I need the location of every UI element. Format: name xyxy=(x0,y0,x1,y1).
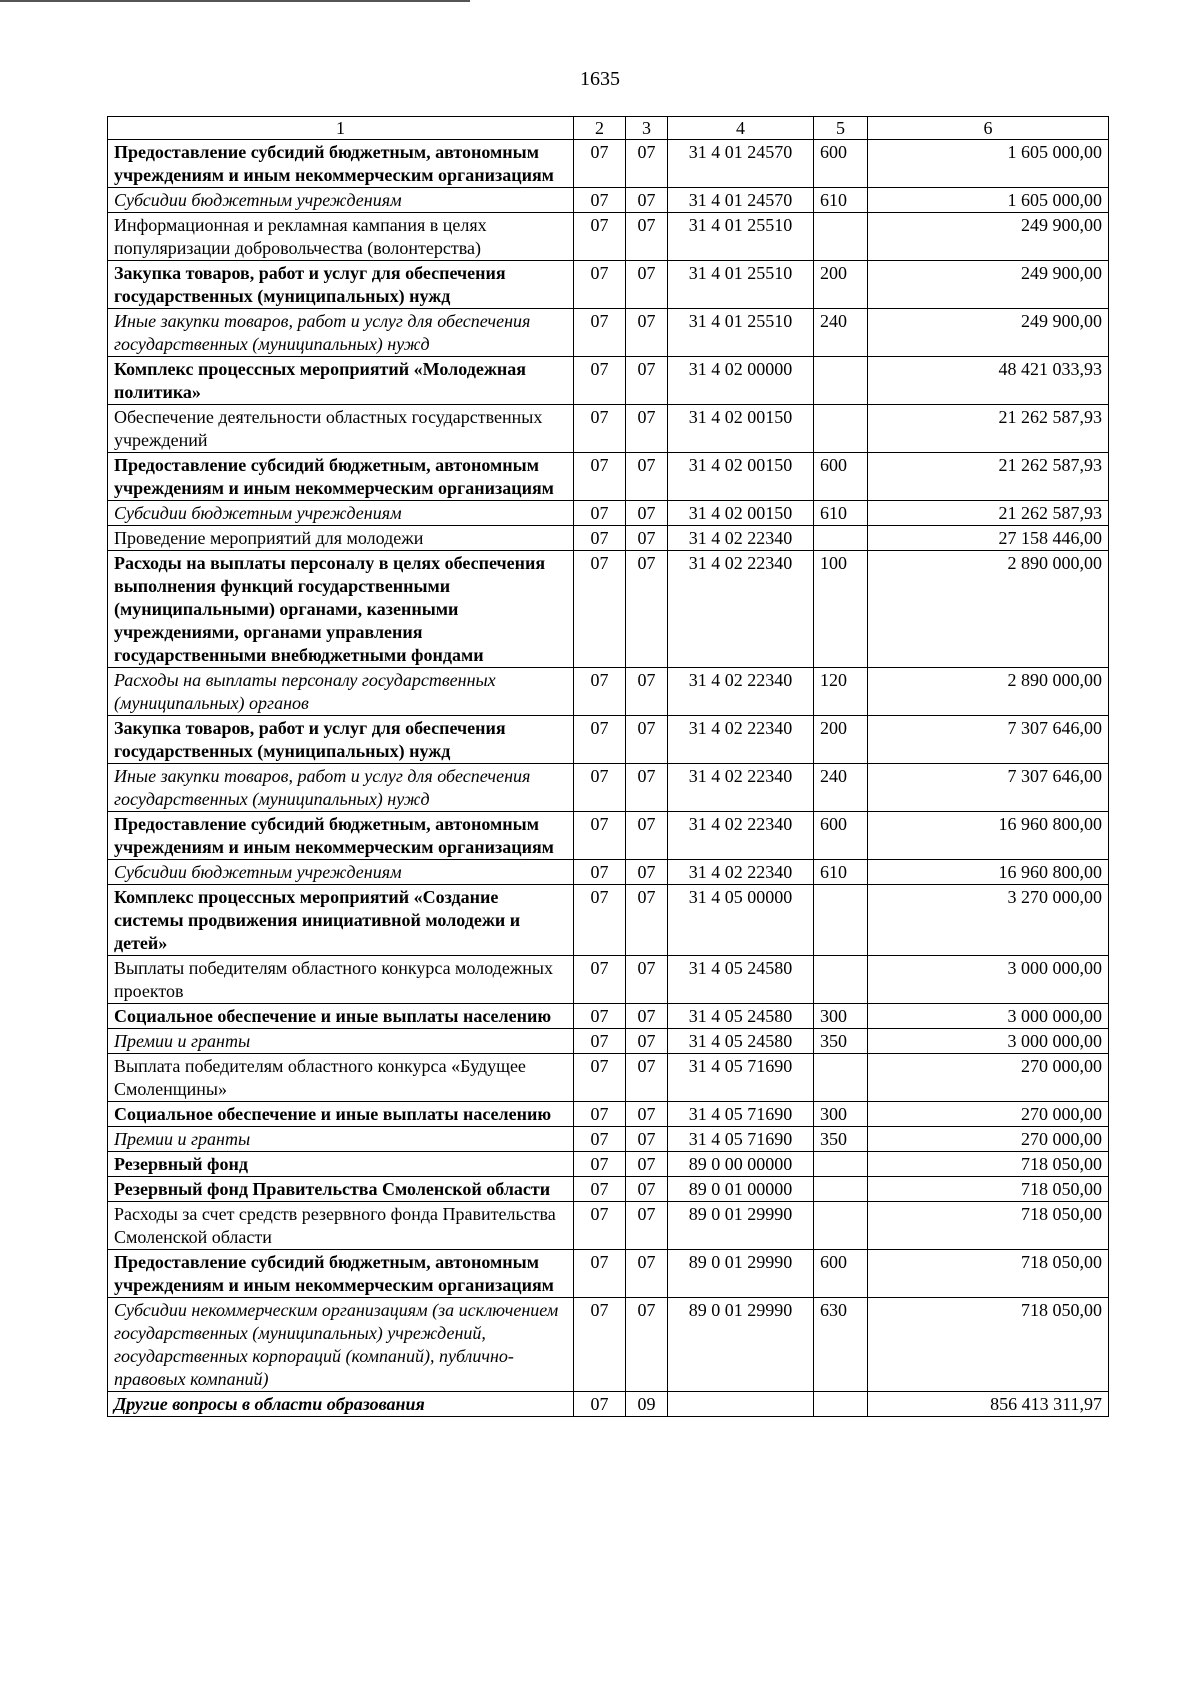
row-expense-type: 120 xyxy=(814,668,868,716)
row-amount: 7 307 646,00 xyxy=(868,716,1109,764)
row-expense-type xyxy=(814,885,868,956)
row-target-code: 31 4 02 22340 xyxy=(668,764,814,812)
row-subsection: 07 xyxy=(626,526,668,551)
row-expense-type: 610 xyxy=(814,501,868,526)
row-section: 07 xyxy=(574,526,626,551)
table-row xyxy=(108,551,1109,668)
row-target-code: 89 0 01 29990 xyxy=(668,1250,814,1298)
table-row xyxy=(108,885,1109,956)
table-row xyxy=(108,1392,1109,1417)
row-subsection: 07 xyxy=(626,309,668,357)
row-target-code: 31 4 01 24570 xyxy=(668,140,814,188)
table-row xyxy=(108,261,1109,309)
table-row xyxy=(108,405,1109,453)
row-section: 07 xyxy=(574,764,626,812)
row-subsection: 07 xyxy=(626,1152,668,1177)
row-expense-type xyxy=(814,405,868,453)
row-section: 07 xyxy=(574,309,626,357)
table-row xyxy=(108,1177,1109,1202)
row-target-code: 31 4 02 22340 xyxy=(668,860,814,885)
row-amount: 3 270 000,00 xyxy=(868,885,1109,956)
col-header-2: 2 xyxy=(574,117,626,140)
table-row xyxy=(108,309,1109,357)
row-name: Проведение мероприятий для молодежи xyxy=(108,526,574,551)
row-section: 07 xyxy=(574,1298,626,1392)
row-name: Премии и гранты xyxy=(108,1029,574,1054)
row-target-code: 31 4 01 25510 xyxy=(668,261,814,309)
table-row xyxy=(108,1029,1109,1054)
row-expense-type xyxy=(814,1152,868,1177)
row-section: 07 xyxy=(574,668,626,716)
table-row xyxy=(108,956,1109,1004)
row-target-code: 31 4 05 71690 xyxy=(668,1102,814,1127)
row-section: 07 xyxy=(574,1152,626,1177)
row-expense-type xyxy=(814,1054,868,1102)
col-header-6: 6 xyxy=(868,117,1109,140)
row-expense-type: 630 xyxy=(814,1298,868,1392)
row-section: 07 xyxy=(574,885,626,956)
row-subsection: 07 xyxy=(626,764,668,812)
row-expense-type xyxy=(814,1177,868,1202)
row-name: Расходы на выплаты персоналу в целях обеспечения выполнения функций государственными (муниципальными) органами, казенными учреждениями, органами управления государственными внебюджетными фондами xyxy=(108,551,574,668)
row-name: Предоставление субсидий бюджетным, автономным учреждениям и иным некоммерческим организациям xyxy=(108,1250,574,1298)
row-expense-type: 240 xyxy=(814,764,868,812)
row-subsection: 07 xyxy=(626,1202,668,1250)
row-amount: 249 900,00 xyxy=(868,309,1109,357)
row-section: 07 xyxy=(574,716,626,764)
row-name: Резервный фонд Правительства Смоленской области xyxy=(108,1177,574,1202)
row-name: Предоставление субсидий бюджетным, автономным учреждениям и иным некоммерческим организациям xyxy=(108,453,574,501)
row-expense-type: 240 xyxy=(814,309,868,357)
row-target-code: 31 4 02 00000 xyxy=(668,357,814,405)
row-name: Информационная и рекламная кампания в целях популяризации добровольчества (волонтерства) xyxy=(108,213,574,261)
row-subsection: 07 xyxy=(626,1298,668,1392)
row-target-code: 31 4 02 00150 xyxy=(668,501,814,526)
row-expense-type: 300 xyxy=(814,1004,868,1029)
row-amount: 2 890 000,00 xyxy=(868,551,1109,668)
row-amount: 27 158 446,00 xyxy=(868,526,1109,551)
row-expense-type: 100 xyxy=(814,551,868,668)
row-target-code: 31 4 05 71690 xyxy=(668,1127,814,1152)
row-amount: 1 605 000,00 xyxy=(868,188,1109,213)
row-subsection: 07 xyxy=(626,405,668,453)
row-amount: 718 050,00 xyxy=(868,1177,1109,1202)
table-row xyxy=(108,188,1109,213)
row-amount: 270 000,00 xyxy=(868,1127,1109,1152)
row-name: Премии и гранты xyxy=(108,1127,574,1152)
table-row xyxy=(108,668,1109,716)
row-subsection: 07 xyxy=(626,551,668,668)
row-target-code: 31 4 05 24580 xyxy=(668,956,814,1004)
row-subsection: 07 xyxy=(626,1102,668,1127)
row-subsection: 07 xyxy=(626,261,668,309)
table-row xyxy=(108,1202,1109,1250)
row-name: Социальное обеспечение и иные выплаты населению xyxy=(108,1004,574,1029)
row-amount: 21 262 587,93 xyxy=(868,405,1109,453)
row-target-code: 31 4 01 24570 xyxy=(668,188,814,213)
table-row xyxy=(108,1152,1109,1177)
row-target-code: 31 4 02 22340 xyxy=(668,526,814,551)
page-number: 1635 xyxy=(580,68,620,90)
col-header-4: 4 xyxy=(668,117,814,140)
row-name: Комплекс процессных мероприятий «Молодежная политика» xyxy=(108,357,574,405)
table-row xyxy=(108,1250,1109,1298)
row-section: 07 xyxy=(574,1202,626,1250)
row-amount: 16 960 800,00 xyxy=(868,812,1109,860)
row-section: 07 xyxy=(574,405,626,453)
col-header-5: 5 xyxy=(814,117,868,140)
row-subsection: 07 xyxy=(626,812,668,860)
row-subsection: 07 xyxy=(626,501,668,526)
row-section: 07 xyxy=(574,1102,626,1127)
row-name: Субсидии бюджетным учреждениям xyxy=(108,860,574,885)
row-expense-type: 610 xyxy=(814,188,868,213)
row-expense-type xyxy=(814,956,868,1004)
row-expense-type: 600 xyxy=(814,812,868,860)
row-expense-type: 200 xyxy=(814,716,868,764)
row-target-code: 89 0 00 00000 xyxy=(668,1152,814,1177)
row-name: Закупка товаров, работ и услуг для обеспечения государственных (муниципальных) нужд xyxy=(108,716,574,764)
row-subsection: 07 xyxy=(626,885,668,956)
table-row xyxy=(108,764,1109,812)
row-amount: 249 900,00 xyxy=(868,261,1109,309)
scan-top-rule xyxy=(0,0,470,2)
row-expense-type xyxy=(814,213,868,261)
row-section: 07 xyxy=(574,956,626,1004)
row-section: 07 xyxy=(574,1127,626,1152)
row-target-code: 31 4 01 25510 xyxy=(668,309,814,357)
row-section: 07 xyxy=(574,501,626,526)
row-section: 07 xyxy=(574,140,626,188)
budget-table xyxy=(107,116,1109,1417)
row-name: Расходы за счет средств резервного фонда Правительства Смоленской области xyxy=(108,1202,574,1250)
row-amount: 48 421 033,93 xyxy=(868,357,1109,405)
row-target-code: 31 4 02 00150 xyxy=(668,453,814,501)
row-amount: 718 050,00 xyxy=(868,1250,1109,1298)
row-target-code: 31 4 02 22340 xyxy=(668,668,814,716)
row-amount: 718 050,00 xyxy=(868,1298,1109,1392)
row-amount: 1 605 000,00 xyxy=(868,140,1109,188)
row-name: Субсидии бюджетным учреждениям xyxy=(108,188,574,213)
row-amount: 718 050,00 xyxy=(868,1202,1109,1250)
row-name: Субсидии некоммерческим организациям (за исключением государственных (муниципальных) учреждений, государственных корпораций (компаний), публично-правовых компаний) xyxy=(108,1298,574,1392)
row-section: 07 xyxy=(574,453,626,501)
row-amount: 21 262 587,93 xyxy=(868,501,1109,526)
row-name: Иные закупки товаров, работ и услуг для обеспечения государственных (муниципальных) нужд xyxy=(108,309,574,357)
row-target-code: 89 0 01 00000 xyxy=(668,1177,814,1202)
row-subsection: 07 xyxy=(626,1054,668,1102)
row-target-code: 31 4 01 25510 xyxy=(668,213,814,261)
row-amount: 3 000 000,00 xyxy=(868,956,1109,1004)
row-target-code: 31 4 02 22340 xyxy=(668,716,814,764)
row-name: Выплата победителям областного конкурса «Будущее Смоленщины» xyxy=(108,1054,574,1102)
row-expense-type: 600 xyxy=(814,453,868,501)
row-subsection: 07 xyxy=(626,213,668,261)
table-body xyxy=(108,140,1109,1417)
row-name: Комплекс процессных мероприятий «Создание системы продвижения инициативной молодежи и детей» xyxy=(108,885,574,956)
row-section: 07 xyxy=(574,357,626,405)
row-amount: 2 890 000,00 xyxy=(868,668,1109,716)
row-section: 07 xyxy=(574,188,626,213)
row-expense-type: 350 xyxy=(814,1029,868,1054)
row-section: 07 xyxy=(574,1250,626,1298)
table-row xyxy=(108,140,1109,188)
row-section: 07 xyxy=(574,213,626,261)
row-target-code: 89 0 01 29990 xyxy=(668,1202,814,1250)
row-subsection: 07 xyxy=(626,1127,668,1152)
row-subsection: 07 xyxy=(626,188,668,213)
row-name: Выплаты победителям областного конкурса молодежных проектов xyxy=(108,956,574,1004)
table-row xyxy=(108,1298,1109,1392)
table-row xyxy=(108,213,1109,261)
row-expense-type: 600 xyxy=(814,140,868,188)
row-name: Резервный фонд xyxy=(108,1152,574,1177)
row-amount: 16 960 800,00 xyxy=(868,860,1109,885)
row-subsection: 07 xyxy=(626,140,668,188)
row-section: 07 xyxy=(574,860,626,885)
row-name: Обеспечение деятельности областных государственных учреждений xyxy=(108,405,574,453)
row-expense-type xyxy=(814,526,868,551)
row-section: 07 xyxy=(574,1177,626,1202)
row-name: Предоставление субсидий бюджетным, автономным учреждениям и иным некоммерческим организациям xyxy=(108,140,574,188)
row-target-code xyxy=(668,1392,814,1417)
table-row xyxy=(108,1004,1109,1029)
row-section: 07 xyxy=(574,1054,626,1102)
row-expense-type xyxy=(814,1202,868,1250)
row-expense-type: 610 xyxy=(814,860,868,885)
row-amount: 3 000 000,00 xyxy=(868,1004,1109,1029)
row-target-code: 31 4 02 22340 xyxy=(668,551,814,668)
table-row xyxy=(108,860,1109,885)
row-amount: 270 000,00 xyxy=(868,1054,1109,1102)
table-row xyxy=(108,357,1109,405)
row-expense-type: 350 xyxy=(814,1127,868,1152)
row-target-code: 31 4 05 24580 xyxy=(668,1004,814,1029)
row-amount: 270 000,00 xyxy=(868,1102,1109,1127)
table-row xyxy=(108,1102,1109,1127)
table-row xyxy=(108,1127,1109,1152)
row-name: Предоставление субсидий бюджетным, автономным учреждениям и иным некоммерческим организациям xyxy=(108,812,574,860)
row-subsection: 07 xyxy=(626,860,668,885)
row-amount: 3 000 000,00 xyxy=(868,1029,1109,1054)
table-row xyxy=(108,453,1109,501)
row-subsection: 07 xyxy=(626,1250,668,1298)
row-section: 07 xyxy=(574,1029,626,1054)
row-expense-type xyxy=(814,1392,868,1417)
row-name: Иные закупки товаров, работ и услуг для обеспечения государственных (муниципальных) нужд xyxy=(108,764,574,812)
row-expense-type: 600 xyxy=(814,1250,868,1298)
row-expense-type: 300 xyxy=(814,1102,868,1127)
row-subsection: 07 xyxy=(626,1004,668,1029)
row-target-code: 31 4 05 71690 xyxy=(668,1054,814,1102)
row-amount: 718 050,00 xyxy=(868,1152,1109,1177)
table-row xyxy=(108,812,1109,860)
row-target-code: 31 4 05 00000 xyxy=(668,885,814,956)
row-amount: 7 307 646,00 xyxy=(868,764,1109,812)
row-section: 07 xyxy=(574,1392,626,1417)
col-header-1: 1 xyxy=(108,117,574,140)
row-subsection: 09 xyxy=(626,1392,668,1417)
row-name: Другие вопросы в области образования xyxy=(108,1392,574,1417)
row-name: Субсидии бюджетным учреждениям xyxy=(108,501,574,526)
row-subsection: 07 xyxy=(626,357,668,405)
row-name: Закупка товаров, работ и услуг для обеспечения государственных (муниципальных) нужд xyxy=(108,261,574,309)
row-subsection: 07 xyxy=(626,956,668,1004)
row-target-code: 31 4 02 00150 xyxy=(668,405,814,453)
row-target-code: 89 0 01 29990 xyxy=(668,1298,814,1392)
row-subsection: 07 xyxy=(626,668,668,716)
row-section: 07 xyxy=(574,261,626,309)
row-expense-type: 200 xyxy=(814,261,868,309)
row-amount: 21 262 587,93 xyxy=(868,453,1109,501)
table-row xyxy=(108,1054,1109,1102)
table-row xyxy=(108,501,1109,526)
row-section: 07 xyxy=(574,551,626,668)
col-header-3: 3 xyxy=(626,117,668,140)
row-subsection: 07 xyxy=(626,716,668,764)
row-name: Расходы на выплаты персоналу государственных (муниципальных) органов xyxy=(108,668,574,716)
row-subsection: 07 xyxy=(626,1177,668,1202)
header-row xyxy=(108,117,1109,140)
row-expense-type xyxy=(814,357,868,405)
row-amount: 856 413 311,97 xyxy=(868,1392,1109,1417)
row-section: 07 xyxy=(574,1004,626,1029)
row-amount: 249 900,00 xyxy=(868,213,1109,261)
row-target-code: 31 4 05 24580 xyxy=(668,1029,814,1054)
row-subsection: 07 xyxy=(626,453,668,501)
table-row xyxy=(108,526,1109,551)
table-row xyxy=(108,716,1109,764)
row-subsection: 07 xyxy=(626,1029,668,1054)
row-section: 07 xyxy=(574,812,626,860)
row-target-code: 31 4 02 22340 xyxy=(668,812,814,860)
row-name: Социальное обеспечение и иные выплаты населению xyxy=(108,1102,574,1127)
